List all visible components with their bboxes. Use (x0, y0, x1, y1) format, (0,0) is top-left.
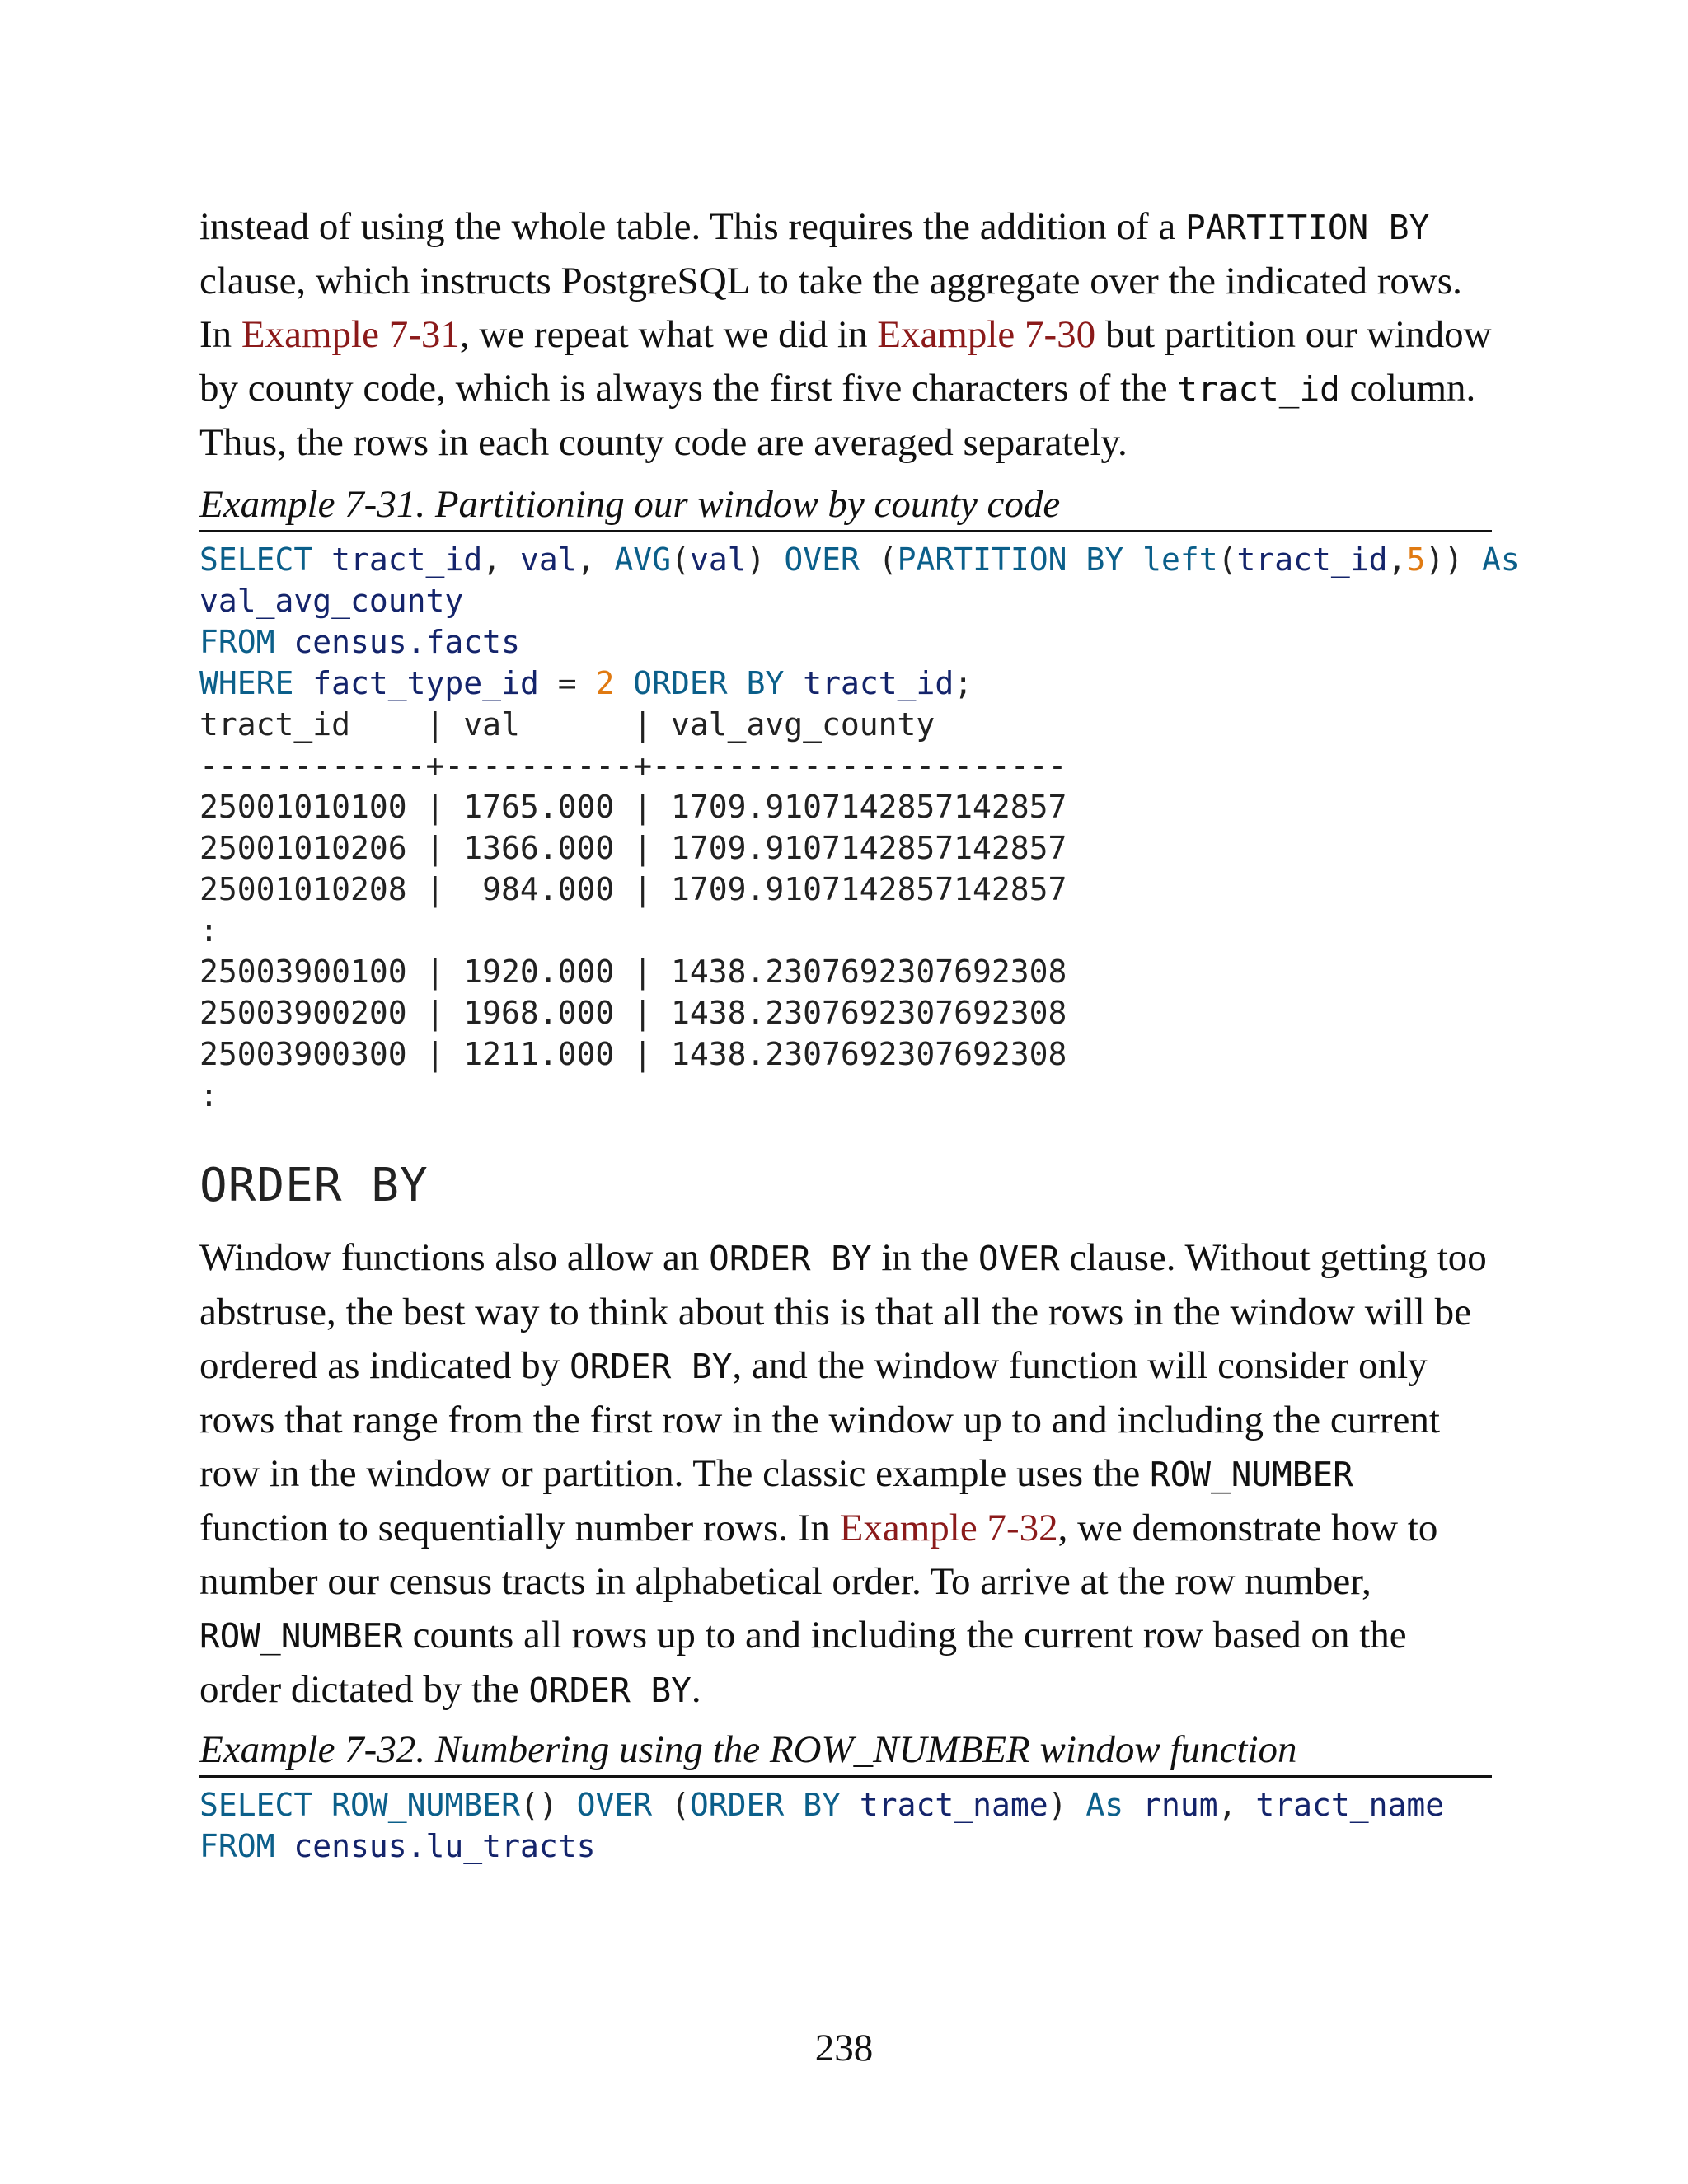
inline-code: ORDER BY (569, 1347, 733, 1386)
output-row: 25001010206 | 1366.000 | 1709.9107142857142857 (199, 830, 1067, 866)
paragraph-order-by (199, 1231, 1492, 1718)
text: instead of using the whole table. This requires the addition of a (199, 205, 1186, 248)
inline-code: ROW_NUMBER (199, 1616, 403, 1656)
text: , and the window function will consider only rows that range from the first row in the window up to and including the current row in the window or partition. The classic example uses the (199, 1344, 1440, 1495)
output-row: 25003900200 | 1968.000 | 1438.2307692307692308 (199, 995, 1067, 1031)
code-block-example-7-31: SELECT tract_id, val, AVG(val) OVER (PARTITION BY left(tract_id,5)) As val_avg_county FROM census.facts WHERE fact_type_id = 2 ORDER BY tract_id; tract_id | val | val_avg_county ------------+----------+---------------------- 25001010100 | 1765.000 | 1709.9107142857142857 25001010206 | 1366.000 | 1709.9107142857142857 25001010208 | 984.000 | 1709.9107142857142857 : 25003900100 | 1920.000 | 1438.2307692307692308 25003900200 | 1968.000 | 1438.2307692307692308 25003900300 | 1211.000 | 1438.2307692307692308 : (199, 541, 1520, 1113)
inline-code: tract_id (1177, 369, 1340, 409)
example-caption: Example 7-31. Partitioning our window by county code (199, 480, 1492, 532)
inline-code: OVER (978, 1239, 1060, 1278)
inline-code: ORDER BY (709, 1239, 872, 1278)
text: Window functions also allow an (199, 1236, 710, 1279)
inline-code: ROW_NUMBER (1149, 1455, 1353, 1494)
text: , we repeat what we did in (459, 313, 878, 356)
example-link-7-31[interactable]: Example 7-31 (241, 313, 460, 356)
output-row: 25001010208 | 984.000 | 1709.9107142857142857 (199, 871, 1067, 907)
text: clause. Without getting too abstruse, the best way to think about this is that all the rows in the window will be ordered as indicated by (199, 1236, 1487, 1387)
output-row: : (199, 912, 218, 949)
example-link-7-32[interactable]: Example 7-32 (839, 1507, 1058, 1549)
text: in the (871, 1236, 978, 1279)
text: . (691, 1668, 701, 1711)
inline-code: PARTITION BY (1185, 208, 1430, 247)
inline-code: ORDER BY (528, 1671, 692, 1710)
text: , we demonstrate how to number our census tracts in alphabetical order. To arrive at the row number, (199, 1507, 1438, 1603)
output-row: 25001010100 | 1765.000 | 1709.9107142857142857 (199, 789, 1067, 825)
example-link-7-30[interactable]: Example 7-30 (877, 313, 1096, 356)
text: counts all rows up to and including the current row based on the order dictated by the (199, 1614, 1407, 1711)
text: but partition our window by county code, which is always the first five characters of the (199, 313, 1492, 410)
page-content (199, 200, 1520, 1867)
page-number: 238 (814, 2027, 874, 2069)
paragraph-partition-by (199, 200, 1492, 470)
output-header: tract_id | val | val_avg_county (199, 706, 935, 743)
text: clause, which instructs PostgreSQL to take the aggregate over the indicated rows. In (199, 260, 1462, 356)
text: column. Thus, the rows in each county code are averaged separately. (199, 367, 1476, 464)
example-caption: Example 7-32. Numbering using the ROW_NUMBER window function (199, 1726, 1492, 1778)
output-divider: ------------+----------+---------------------- (199, 748, 1067, 784)
output-row: : (199, 1077, 218, 1113)
output-row: 25003900100 | 1920.000 | 1438.2307692307692308 (199, 954, 1067, 990)
section-heading: ORDER BY (199, 1159, 429, 1212)
code-block-example-7-32: SELECT ROW_NUMBER() OVER (ORDER BY tract_name) As rnum, tract_name FROM census.lu_tracts (199, 1787, 1445, 1864)
text: function to sequentially number rows. In (199, 1507, 840, 1549)
output-row: 25003900300 | 1211.000 | 1438.2307692307692308 (199, 1036, 1067, 1072)
